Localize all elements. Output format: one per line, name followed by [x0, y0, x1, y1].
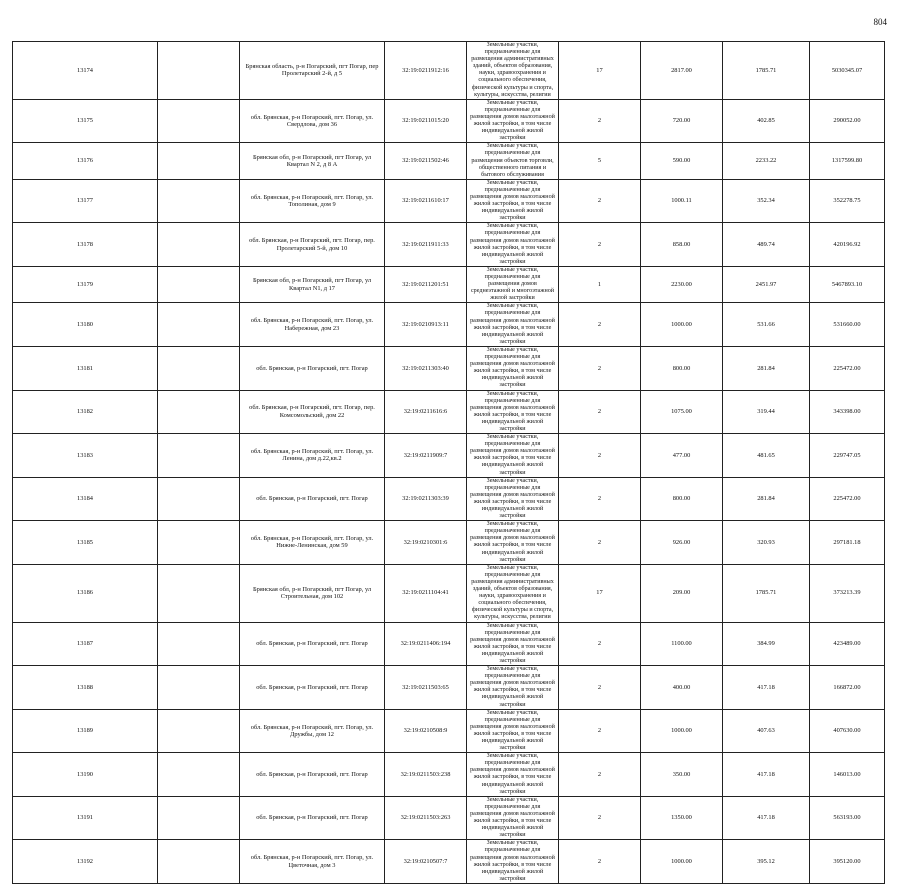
cadastral-number-cell: 32:19:0211303:40 [385, 346, 467, 390]
row-number-cell: 13184 [13, 477, 158, 521]
table-row [13, 477, 885, 521]
row-number-cell: 13190 [13, 753, 158, 797]
cadastral-number-cell: 32:19:0211201:51 [385, 266, 467, 302]
specific-value-cell: 402.85 [723, 99, 810, 143]
area-cell: 350.00 [641, 753, 723, 797]
land-use-cell: Земельные участки, предназначенные для размещения домов малоэтажной жилой застройки, в том числе индивидуальной жилой застройки [467, 223, 559, 267]
specific-value-cell: 407.63 [723, 709, 810, 753]
specific-value-cell: 320.93 [723, 521, 810, 565]
empty-cell [158, 266, 240, 302]
address-cell: обл. Брянская, р-н Погарский, пгт. Погар, ул. Свердлова, дом 36 [240, 99, 385, 143]
cadastral-value-table [12, 41, 885, 884]
row-number-cell: 13175 [13, 99, 158, 143]
page-number: 804 [873, 17, 887, 27]
area-cell: 1000.11 [641, 179, 723, 223]
area-cell: 477.00 [641, 434, 723, 478]
row-number-cell: 13174 [13, 42, 158, 100]
land-use-cell: Земельные участки, предназначенные для размещения домов среднеэтажной и многоэтажной жилой застройки [467, 266, 559, 302]
cadastral-number-cell: 32:19:0211616:6 [385, 390, 467, 434]
empty-cell [158, 796, 240, 840]
area-cell: 2817.00 [641, 42, 723, 100]
row-number-cell: 13187 [13, 622, 158, 666]
cadastral-value-cell: 1317599.80 [810, 143, 885, 179]
address-cell: обл. Брянская, р-н Погарский, пгт. Погар [240, 622, 385, 666]
cadastral-value-cell: 395120.00 [810, 840, 885, 884]
empty-cell [158, 143, 240, 179]
row-number-cell: 13183 [13, 434, 158, 478]
area-cell: 1100.00 [641, 622, 723, 666]
empty-cell [158, 521, 240, 565]
land-use-cell: Земельные участки, предназначенные для размещения домов малоэтажной жилой застройки, в том числе индивидуальной жилой застройки [467, 179, 559, 223]
address-cell: обл. Брянская, р-н Погарский, пгт. Погар, ул. Дружбы, дом 12 [240, 709, 385, 753]
land-use-cell: Земельные участки, предназначенные для размещения домов малоэтажной жилой застройки, в том числе индивидуальной жилой застройки [467, 303, 559, 347]
empty-cell [158, 709, 240, 753]
land-use-cell: Земельные участки, предназначенные для размещения домов малоэтажной жилой застройки, в том числе индивидуальной жилой застройки [467, 390, 559, 434]
table-row [13, 346, 885, 390]
group-code-cell: 2 [559, 346, 641, 390]
table-row [13, 564, 885, 622]
row-number-cell: 13192 [13, 840, 158, 884]
group-code-cell: 2 [559, 303, 641, 347]
area-cell: 800.00 [641, 477, 723, 521]
cadastral-value-cell: 531660.00 [810, 303, 885, 347]
land-use-cell: Земельные участки, предназначенные для размещения объектов торговли, общественного питания и бытового обслуживания [467, 143, 559, 179]
land-use-cell: Земельные участки, предназначенные для размещения домов малоэтажной жилой застройки, в том числе индивидуальной жилой застройки [467, 346, 559, 390]
specific-value-cell: 481.65 [723, 434, 810, 478]
cadastral-number-cell: 32:19:0211911:33 [385, 223, 467, 267]
table-row [13, 796, 885, 840]
group-code-cell: 2 [559, 390, 641, 434]
land-use-cell: Земельные участки, предназначенные для размещения домов малоэтажной жилой застройки, в том числе индивидуальной жилой застройки [467, 477, 559, 521]
cadastral-value-cell: 343398.00 [810, 390, 885, 434]
specific-value-cell: 281.84 [723, 477, 810, 521]
cadastral-value-cell: 229747.05 [810, 434, 885, 478]
empty-cell [158, 179, 240, 223]
specific-value-cell: 319.44 [723, 390, 810, 434]
group-code-cell: 2 [559, 223, 641, 267]
cadastral-value-cell: 563193.00 [810, 796, 885, 840]
row-number-cell: 13179 [13, 266, 158, 302]
land-use-cell: Земельные участки, предназначенные для размещения домов малоэтажной жилой застройки, в том числе индивидуальной жилой застройки [467, 434, 559, 478]
row-number-cell: 13188 [13, 666, 158, 710]
cadastral-value-cell: 146013.00 [810, 753, 885, 797]
specific-value-cell: 1785.71 [723, 564, 810, 622]
cadastral-value-cell: 225472.00 [810, 346, 885, 390]
cadastral-number-cell: 32:19:0211303:39 [385, 477, 467, 521]
area-cell: 800.00 [641, 346, 723, 390]
group-code-cell: 2 [559, 477, 641, 521]
cadastral-value-cell: 297181.18 [810, 521, 885, 565]
empty-cell [158, 303, 240, 347]
cadastral-value-cell: 166872.00 [810, 666, 885, 710]
cadastral-value-cell: 290052.00 [810, 99, 885, 143]
table-row [13, 434, 885, 478]
land-use-cell: Земельные участки, предназначенные для размещения домов малоэтажной жилой застройки, в том числе индивидуальной жилой застройки [467, 840, 559, 884]
cadastral-number-cell: 32:19:0211015:20 [385, 99, 467, 143]
cadastral-number-cell: 32:19:0211912:16 [385, 42, 467, 100]
address-cell: обл. Брянская, р-н Погарский, пгт. Погар [240, 346, 385, 390]
cadastral-value-cell: 420196.92 [810, 223, 885, 267]
empty-cell [158, 346, 240, 390]
specific-value-cell: 417.18 [723, 666, 810, 710]
cadastral-number-cell: 32:19:0211610:17 [385, 179, 467, 223]
cadastral-value-cell: 5467893.10 [810, 266, 885, 302]
table-row [13, 179, 885, 223]
group-code-cell: 2 [559, 179, 641, 223]
group-code-cell: 2 [559, 753, 641, 797]
cadastral-value-cell: 407630.00 [810, 709, 885, 753]
cadastral-number-cell: 32:19:0210301:6 [385, 521, 467, 565]
group-code-cell: 2 [559, 99, 641, 143]
row-number-cell: 13186 [13, 564, 158, 622]
table-row [13, 666, 885, 710]
specific-value-cell: 384.99 [723, 622, 810, 666]
cadastral-number-cell: 32:19:0211503:238 [385, 753, 467, 797]
group-code-cell: 17 [559, 42, 641, 100]
area-cell: 720.00 [641, 99, 723, 143]
cadastral-value-cell: 5030345.07 [810, 42, 885, 100]
group-code-cell: 2 [559, 622, 641, 666]
land-use-cell: Земельные участки, предназначенные для размещения домов малоэтажной жилой застройки, в том числе индивидуальной жилой застройки [467, 622, 559, 666]
address-cell: обл. Брянская, р-н Погарский, пгт. Погар [240, 666, 385, 710]
land-use-cell: Земельные участки, предназначенные для размещения домов малоэтажной жилой застройки, в том числе индивидуальной жилой застройки [467, 521, 559, 565]
group-code-cell: 1 [559, 266, 641, 302]
address-cell: обл. Брянская, р-н Погарский, пгт. Погар, пер. Пролетарский 5-й, дом 10 [240, 223, 385, 267]
empty-cell [158, 223, 240, 267]
table-row [13, 303, 885, 347]
specific-value-cell: 2233.22 [723, 143, 810, 179]
area-cell: 590.00 [641, 143, 723, 179]
table-row [13, 622, 885, 666]
address-cell: обл. Брянская, р-н Погарский, пгт. Погар, пер. Комсомольский, дом 22 [240, 390, 385, 434]
area-cell: 1075.00 [641, 390, 723, 434]
land-use-cell: Земельные участки, предназначенные для размещения домов малоэтажной жилой застройки, в том числе индивидуальной жилой застройки [467, 796, 559, 840]
area-cell: 858.00 [641, 223, 723, 267]
empty-cell [158, 564, 240, 622]
row-number-cell: 13185 [13, 521, 158, 565]
empty-cell [158, 42, 240, 100]
group-code-cell: 2 [559, 796, 641, 840]
specific-value-cell: 352.34 [723, 179, 810, 223]
address-cell: Брянская область, р-н Погарский, пгт Погар, пер Пролетарский 2-й, д 5 [240, 42, 385, 100]
specific-value-cell: 531.66 [723, 303, 810, 347]
specific-value-cell: 417.18 [723, 753, 810, 797]
table-row [13, 840, 885, 884]
table-row [13, 753, 885, 797]
address-cell: Брянская обл, р-н Погарский, пгт Погар, ул Квартал N 2, д 8 А [240, 143, 385, 179]
row-number-cell: 13182 [13, 390, 158, 434]
empty-cell [158, 99, 240, 143]
row-number-cell: 13177 [13, 179, 158, 223]
address-cell: обл. Брянская, р-н Погарский, пгт. Погар, ул. Набережная, дом 23 [240, 303, 385, 347]
land-use-cell: Земельные участки, предназначенные для размещения домов малоэтажной жилой застройки, в том числе индивидуальной жилой застройки [467, 666, 559, 710]
land-use-cell: Земельные участки, предназначенные для размещения домов малоэтажной жилой застройки, в том числе индивидуальной жилой застройки [467, 99, 559, 143]
area-cell: 209.00 [641, 564, 723, 622]
row-number-cell: 13180 [13, 303, 158, 347]
cadastral-number-cell: 32:19:0210507:7 [385, 840, 467, 884]
area-cell: 926.00 [641, 521, 723, 565]
cadastral-number-cell: 32:19:0211104:41 [385, 564, 467, 622]
area-cell: 1000.00 [641, 709, 723, 753]
group-code-cell: 2 [559, 840, 641, 884]
row-number-cell: 13189 [13, 709, 158, 753]
empty-cell [158, 477, 240, 521]
cadastral-number-cell: 32:19:0211503:65 [385, 666, 467, 710]
address-cell: обл. Брянская, р-н Погарский, пгт. Погар, ул. Цветочная, дом 3 [240, 840, 385, 884]
area-cell: 2230.00 [641, 266, 723, 302]
cadastral-number-cell: 32:19:0211503:263 [385, 796, 467, 840]
row-number-cell: 13176 [13, 143, 158, 179]
group-code-cell: 5 [559, 143, 641, 179]
specific-value-cell: 395.12 [723, 840, 810, 884]
address-cell: обл. Брянская, р-н Погарский, пгт. Погар [240, 477, 385, 521]
land-use-cell: Земельные участки, предназначенные для размещения домов малоэтажной жилой застройки, в том числе индивидуальной жилой застройки [467, 709, 559, 753]
table-row [13, 390, 885, 434]
specific-value-cell: 417.18 [723, 796, 810, 840]
address-cell: обл. Брянская, р-н Погарский, пгт. Погар [240, 753, 385, 797]
row-number-cell: 13181 [13, 346, 158, 390]
table-row [13, 521, 885, 565]
area-cell: 1350.00 [641, 796, 723, 840]
specific-value-cell: 281.84 [723, 346, 810, 390]
cadastral-number-cell: 32:19:0211406:194 [385, 622, 467, 666]
cadastral-value-cell: 225472.00 [810, 477, 885, 521]
empty-cell [158, 390, 240, 434]
cadastral-number-cell: 32:19:0210508:9 [385, 709, 467, 753]
table-row [13, 223, 885, 267]
specific-value-cell: 1785.71 [723, 42, 810, 100]
cadastral-number-cell: 32:19:0211502:46 [385, 143, 467, 179]
empty-cell [158, 840, 240, 884]
empty-cell [158, 622, 240, 666]
area-cell: 400.00 [641, 666, 723, 710]
table-row [13, 42, 885, 100]
row-number-cell: 13178 [13, 223, 158, 267]
table-row [13, 709, 885, 753]
cadastral-value-cell: 423489.00 [810, 622, 885, 666]
group-code-cell: 2 [559, 521, 641, 565]
table-row [13, 266, 885, 302]
cadastral-number-cell: 32:19:0210913:11 [385, 303, 467, 347]
empty-cell [158, 753, 240, 797]
specific-value-cell: 489.74 [723, 223, 810, 267]
specific-value-cell: 2451.97 [723, 266, 810, 302]
address-cell: обл. Брянская, р-н Погарский, пгт. Погар [240, 796, 385, 840]
land-use-cell: Земельные участки, предназначенные для размещения административных зданий, объектов образования, науки, здравоохранения и социального обеспечения, физической культуры и спорта, культуры, искусства, религии [467, 564, 559, 622]
address-cell: обл. Брянская, р-н Погарский, пгт. Погар, ул. Нижне-Ленинская, дом 59 [240, 521, 385, 565]
cadastral-number-cell: 32:19:0211909:7 [385, 434, 467, 478]
address-cell: Брянская обл, р-н Погарский, пгт Погар, ул Квартал N1, д 17 [240, 266, 385, 302]
row-number-cell: 13191 [13, 796, 158, 840]
area-cell: 1000.00 [641, 840, 723, 884]
land-use-cell: Земельные участки, предназначенные для размещения административных зданий, объектов образования, науки, здравоохранения и социального обеспечения, физической культуры и спорта, культуры, искусства, религии [467, 42, 559, 100]
group-code-cell: 2 [559, 709, 641, 753]
cadastral-value-cell: 352278.75 [810, 179, 885, 223]
cadastral-value-cell: 373213.39 [810, 564, 885, 622]
area-cell: 1000.00 [641, 303, 723, 347]
table-row [13, 99, 885, 143]
address-cell: обл. Брянская, р-н Погарский, пгт. Погар, ул. Ленина, дом д.22,кв.2 [240, 434, 385, 478]
group-code-cell: 17 [559, 564, 641, 622]
address-cell: Брянская обл, р-н Погарский, пгт Погар, ул Строительная, дом 102 [240, 564, 385, 622]
land-use-cell: Земельные участки, предназначенные для размещения домов малоэтажной жилой застройки, в том числе индивидуальной жилой застройки [467, 753, 559, 797]
group-code-cell: 2 [559, 666, 641, 710]
empty-cell [158, 434, 240, 478]
group-code-cell: 2 [559, 434, 641, 478]
table-row [13, 143, 885, 179]
empty-cell [158, 666, 240, 710]
address-cell: обл. Брянская, р-н Погарский, пгт. Погар, ул. Тополиная, дом 9 [240, 179, 385, 223]
